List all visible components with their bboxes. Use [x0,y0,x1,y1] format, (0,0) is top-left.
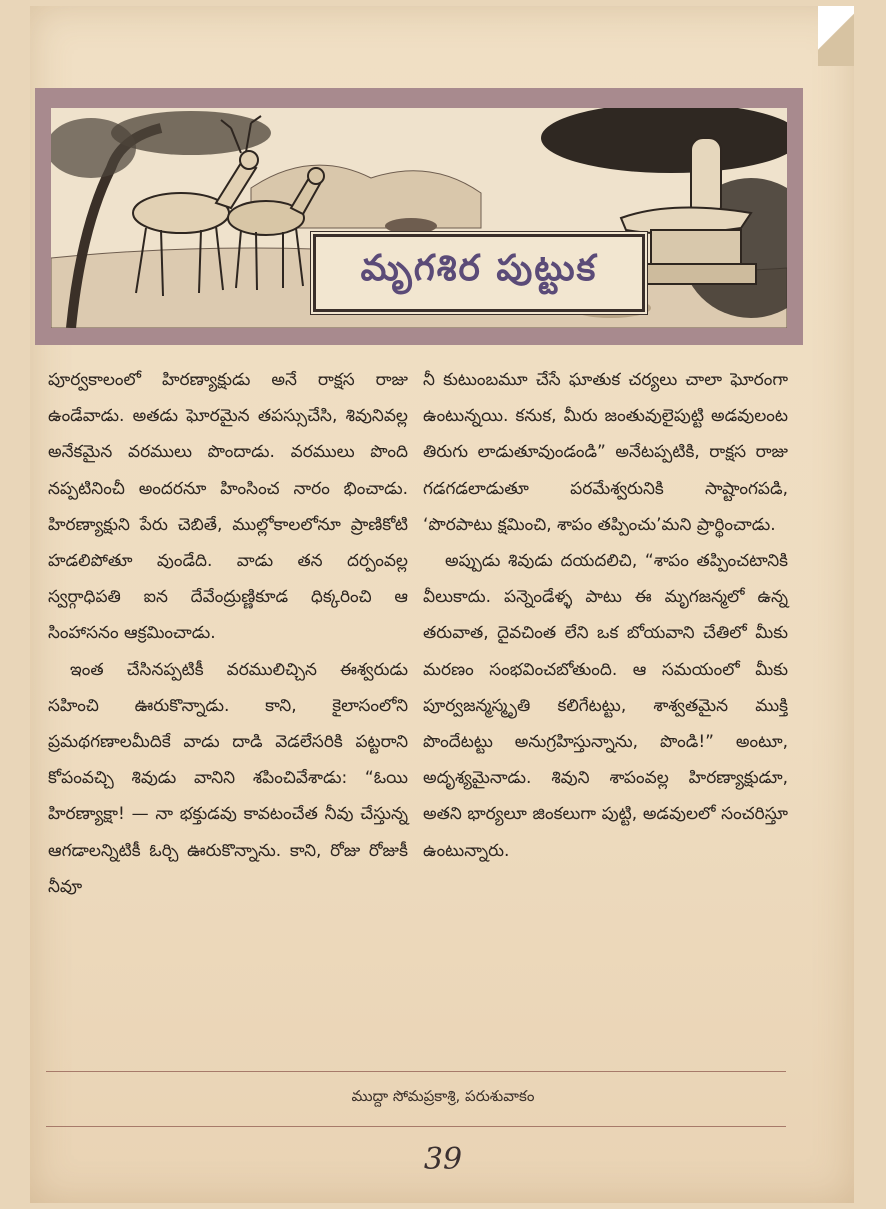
paragraph: పూర్వకాలంలో హిరణ్యాక్షుడు అనే రాక్షస రాజు ఉండేవాడు. అతడు ఘోరమైన తపస్సుచేసి, శివునివల్ల అనేకమైన వరములు పొందాడు. వరములు పొంది నప్పటినించీ అందరనూ హింసించ నారం భించాడు. హిరణ్యాక్షుని పేరు చెబితే, ముల్లోకాలలోనూ ప్రాణికోటి హడలిపోతూ వుండేది. వాడు తన దర్పంవల్ల స్వర్గాధిపతి ఐన దేవేంద్రుణ్ణికూడ ధిక్కరించి ఆ సింహాసనం ఆక్రమించాడు. [48,370,408,644]
paragraph: అప్పుడు శివుడు దయదలిచి, “శాపం తప్పించటానికి వీలుకాదు. పన్నెండేళ్ళ పాటు ఈ మృగజన్మలో ఉన్న తరువాత, దైవచింత లేని ఒక బోయవాని చేతిలో మీకు మరణం సంభవించబోతుంది. ఆ సమయంలో మీకు పూర్వజన్మస్మృతి కలిగేటట్టు, శాశ్వతమైన ముక్తి పొందేటట్టు అనుగ్రహిస్తున్నాను, పొండి!” అంటూ, అదృశ్యమైనాడు. శివుని శాపంవల్ల హిరణ్యాక్షుడూ, అతని భార్యలూ జింకలుగా పుట్టి, అడవులలో సంచరిస్తూ ఉంటున్నారు. [423,551,788,861]
right-column [423,362,788,869]
torn-corner [818,6,854,66]
left-column [48,362,408,905]
divider-bottom [46,1126,786,1127]
story-title: మృగశిర పుట్టుక [313,234,645,312]
banner-illustration [51,108,787,328]
paragraph: ఇంత చేసినప్పటికీ వరములిచ్చిన ఈశ్వరుడు సహించి ఊరుకొన్నాడు. కాని, కైలాసంలోని ప్రమథగణాలమీదికే వాడు దాడి వెడలేసరికి పట్టరాని కోపంవచ్చి శివుడు వానిని శపించివేశాడు: “ఓయి హిరణ్యాక్షా! — నా భక్తుడవు కావటంచేత నీవు చేస్తున్న ఆగడాలన్నిటికీ ఓర్చి ఊరుకొన్నాను. కాని, రోజు రోజుకీ నీవూ [48,659,408,897]
author-line: ముద్దా సోమప్రకాశ్రి, పరుశువాకం [351,1087,535,1105]
page-number: 39 [423,1142,463,1177]
title-banner [35,88,803,345]
paragraph: నీ కుటుంబమూ చేసే ఘాతుక చర్యలు చాలా ఘోరంగా ఉంటున్నయి. కనుక, మీరు జంతువులైపుట్టి అడవులంట తిరుగు లాడుతూవుండండి” అనేటప్పటికి, రాక్షస రాజు గడగడలాడుతూ పరమేశ్వరునికి సాష్టాంగపడి, ‘పొరపాటు క్షమించి, శాపం తప్పించు’మని ప్రార్థించాడు. [423,370,788,535]
divider-top [46,1071,786,1072]
